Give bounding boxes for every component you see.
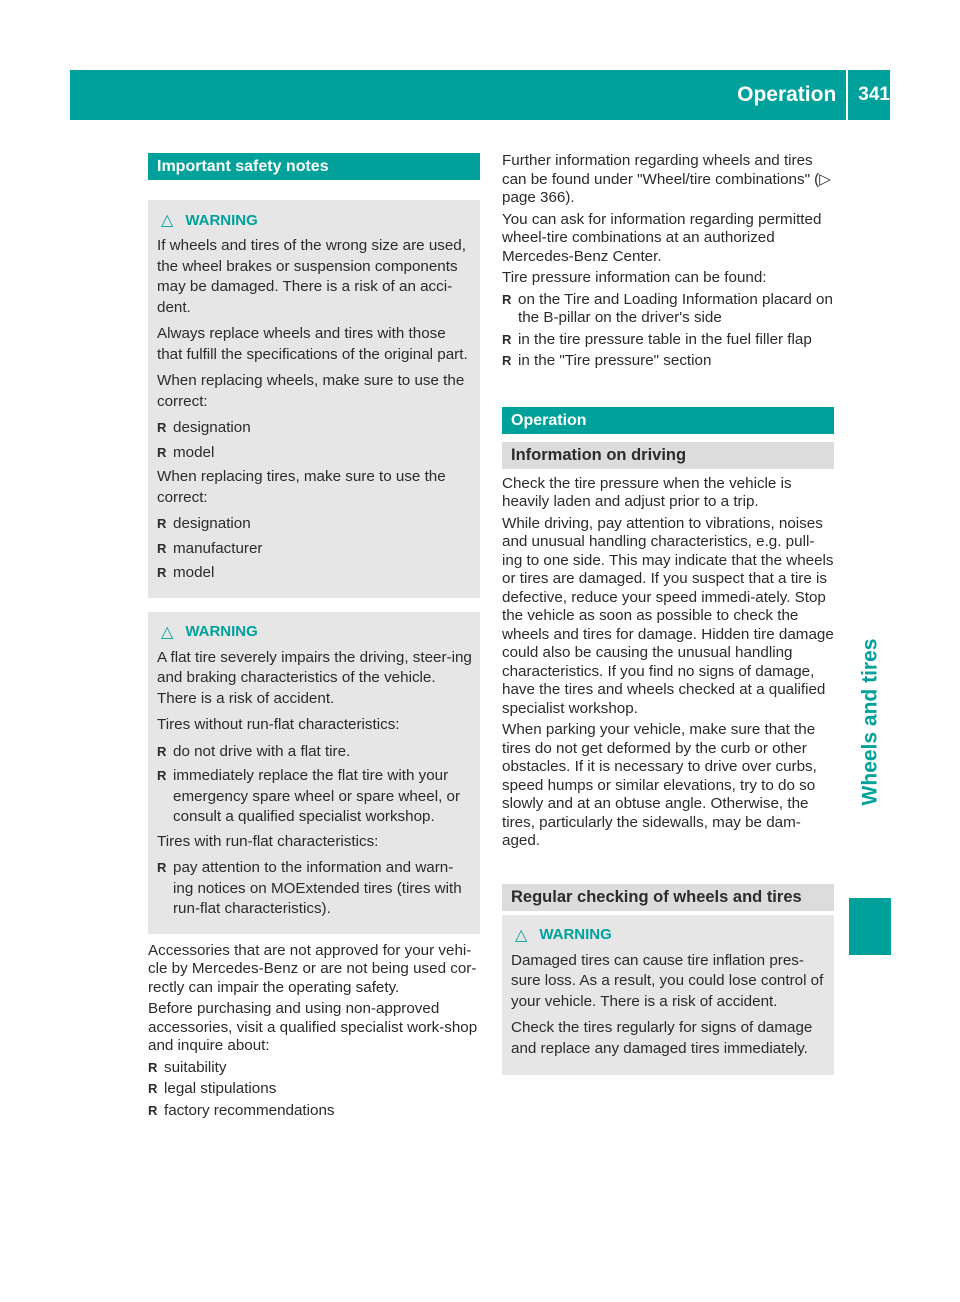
list-item: R designation bbox=[157, 418, 472, 439]
body-text bbox=[502, 475, 834, 851]
paragraph: When replacing tires, make sure to use the correct: bbox=[157, 468, 446, 506]
paragraph: Tires without run-flat characteristics: bbox=[157, 716, 400, 733]
paragraph: When replacing wheels, make sure to use the correct: bbox=[157, 372, 465, 410]
list-item: R do not drive with a flat tire. bbox=[157, 742, 472, 763]
list-item: R factory recommendations bbox=[148, 1102, 480, 1121]
paragraph: Tires with run-flat characteristics: bbox=[157, 832, 379, 850]
warning-header bbox=[515, 925, 826, 945]
list-item: R on the Tire and Loading Information placard on the B-pillar on the driver's side bbox=[502, 291, 834, 328]
subsection-heading-checking: Regular checking of wheels and tires bbox=[502, 884, 834, 911]
paragraph: Before purchasing and using non-approved accessories, visit a qualified specialist work-shop and inquire about: bbox=[148, 1000, 478, 1054]
paragraph: If wheels and tires of the wrong size are used, the wheel brakes or suspension components may be damaged. There is a risk of an acci-dent. bbox=[157, 237, 466, 316]
bullet-list bbox=[157, 858, 472, 920]
list-item: R designation bbox=[157, 514, 472, 535]
paragraph: Damaged tires can cause tire inflation pres-sure loss. As a result, you could lose control of your vehicle. There is a risk of accident. bbox=[511, 951, 824, 1010]
paragraph: Tire pressure information can be found: bbox=[502, 269, 767, 286]
paragraph: You can ask for information regarding permitted wheel-tire combinations at an authorized Mercedes-Benz Center. bbox=[502, 210, 822, 265]
warning-header bbox=[161, 622, 472, 642]
list-item: R manufacturer bbox=[157, 539, 472, 560]
warning-label: WARNING bbox=[185, 623, 258, 640]
bullet-list bbox=[502, 291, 834, 371]
list-item: R suitability bbox=[148, 1059, 480, 1078]
list-item: R in the tire pressure table in the fuel filler flap bbox=[502, 331, 834, 350]
right-column bbox=[502, 152, 834, 1075]
warning-triangle-icon: △ bbox=[515, 926, 528, 944]
list-item: R pay attention to the information and warn-ing notices on MOExtended tires (tires with run-flat characteristics). bbox=[157, 858, 472, 920]
section-title: Operation bbox=[737, 83, 837, 106]
paragraph: Further information regarding wheels and tires can be found under "Wheel/tire combinations" (▷ page 366). bbox=[502, 152, 831, 206]
warning-header bbox=[161, 210, 472, 230]
bullet-list bbox=[157, 742, 472, 828]
list-item: R model bbox=[157, 563, 472, 584]
section-heading-safety: Important safety notes bbox=[148, 153, 480, 180]
page-number: 341 bbox=[858, 84, 890, 105]
warning-box bbox=[502, 915, 834, 1076]
paragraph: Accessories that are not approved for your vehi-cle by Mercedes-Benz or are not being used cor-rectly can impair the operating safety. bbox=[148, 941, 477, 996]
chapter-tab-label: Wheels and tires bbox=[858, 638, 882, 805]
list-item: R in the "Tire pressure" section bbox=[502, 352, 834, 371]
bullet-list bbox=[148, 1059, 480, 1121]
chapter-marker bbox=[849, 898, 891, 955]
list-item: R legal stipulations bbox=[148, 1080, 480, 1099]
list-item: R immediately replace the flat tire with your emergency spare wheel or spare wheel, or consult a qualified specialist workshop. bbox=[157, 766, 472, 828]
list-item: R model bbox=[157, 443, 472, 464]
bullet-list bbox=[157, 418, 472, 463]
warning-label: WARNING bbox=[539, 926, 612, 943]
body-text bbox=[502, 152, 834, 371]
warning-box bbox=[148, 612, 480, 934]
warning-triangle-icon: △ bbox=[161, 623, 174, 641]
paragraph: A flat tire severely impairs the driving, steer-ing and braking characteristics of the vehicle. There is a risk of accident. bbox=[157, 648, 472, 707]
paragraph: Always replace wheels and tires with those that fulfill the specifications of the original part. bbox=[157, 325, 468, 363]
paragraph: When parking your vehicle, make sure that the tires do not get deformed by the curb or other obstacles. If it is necessary to drive over curbs, speed humps or similar elevations, try to do so slowly and at an obtuse angle. Otherwise, the tires, particularly the sidewalls, may be dam-aged. bbox=[502, 721, 817, 849]
bullet-list bbox=[157, 514, 472, 584]
paragraph: Check the tires regularly for signs of damage and replace any damaged tires immediately. bbox=[511, 1019, 813, 1057]
subsection-heading-driving: Information on driving bbox=[502, 442, 834, 469]
paragraph: Check the tire pressure when the vehicle is heavily laden and adjust prior to a trip. bbox=[502, 474, 792, 510]
warning-triangle-icon: △ bbox=[161, 212, 174, 229]
left-column bbox=[148, 153, 480, 1124]
body-text bbox=[148, 942, 480, 1121]
warning-box bbox=[148, 200, 480, 598]
running-header bbox=[737, 82, 890, 108]
paragraph: While driving, pay attention to vibrations, noises and unusual handling characteristics, e.g. pull-ing to one side. This may indicate that the wheels or tires are damaged. If you suspect that a tire is defective, reduce your speed immedi-ately. Stop the vehicle as soon as possible to check the wheels and tires for damage. Hidden tire damage could also be causing the unusual handling characteristics. If you find no signs of damage, have the tires and wheels checked at a qualified specialist workshop. bbox=[502, 514, 834, 717]
chapter-tab bbox=[849, 555, 891, 888]
warning-label: WARNING bbox=[185, 211, 258, 229]
section-heading-operation: Operation bbox=[502, 407, 834, 434]
